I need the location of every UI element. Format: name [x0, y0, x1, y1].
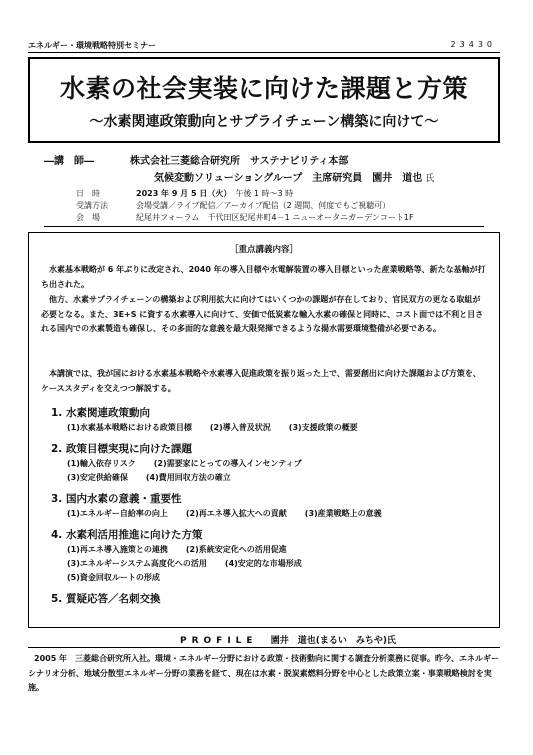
- page-title: 水素の社会実装に向けた課題と方策: [59, 74, 468, 103]
- page-subtitle: ～水素関連政策動向とサプライチェーン構築に向けて～: [89, 114, 439, 130]
- topic-item: [51, 405, 400, 435]
- topic-subitems: (5)資金回収ルートの形成: [67, 573, 160, 582]
- lecturer-position: [154, 169, 434, 184]
- seminar-code: 23430: [450, 40, 496, 49]
- topic-subitems: (1)水素基本戦略における政策目標 (2)導入普及状況 (3)支援政策の概要: [67, 423, 358, 432]
- content-heading: ［重点講義内容］: [229, 245, 298, 255]
- lecturer-honorific: 氏: [425, 174, 435, 184]
- topic-subitems: (1)エネルギー自給率の向上 (2)再エネ導入拡大への貢献 (3)産業戦略上の意義: [67, 509, 382, 518]
- info-rule: [44, 226, 484, 227]
- profile-header: [180, 633, 396, 646]
- topic-subitems: (3)安定供給確保 (4)費用回収方法の確立: [67, 473, 231, 482]
- profile-heading: PROFILE: [180, 636, 258, 646]
- topic-title: 4. 水素利活用推進に向けた方策: [51, 529, 203, 541]
- topic-list: [51, 405, 400, 607]
- info-row-date: [76, 188, 414, 200]
- info-row-method: [76, 200, 414, 212]
- topic-title: 3. 国内水素の意義・重要性: [51, 493, 182, 505]
- info-value: 2023 年 9 月 5 日（火） 午後 1 時～3 時: [136, 189, 294, 198]
- event-info: [76, 188, 414, 224]
- lecturer-organization: 株式会社三菱総合研究所 サステナビリティ本部: [130, 156, 349, 167]
- header-rule: [28, 52, 500, 53]
- topic-subitems: (3)エネルギーシステム高度化への活用 (4)安定的な市場形成: [67, 559, 302, 568]
- content-box: [28, 232, 500, 628]
- topic-title: 5. 質疑応答／名刺交換: [51, 593, 161, 605]
- info-key: 会 場: [76, 213, 100, 222]
- info-key: 受講方法: [76, 201, 108, 210]
- topic-item: [51, 527, 400, 585]
- title-box: [28, 57, 500, 143]
- topic-item: [51, 591, 400, 607]
- profile-text: 2005 年 三菱総合研究所入社。環境・エネルギー分野における政策・技術動向に関する調査分析業務に従事。昨今、エネルギーシナリオ分析、地域分散型エネルギー分野の業務を経て、現在は水素・脱炭素燃料分野を中心とした政策立案・事業戦略検討を実施。: [28, 654, 500, 692]
- topic-subitems: (1)輸入依存リスク (2)需要家にとっての導入インセンティブ: [67, 459, 302, 468]
- topic-subitems: (1)再エネ導入施策との連携 (2)系統安定化への活用促進: [67, 545, 287, 554]
- info-row-venue: [76, 212, 414, 224]
- topic-title: 1. 水素関連政策動向: [51, 407, 150, 419]
- intro-paragraph: 水素基本戦略が 6 年ぶりに改定され、2040 年の導入目標や水電解装置の導入目標といった産業戦略等、新たな基軸が打ち出された。: [41, 265, 486, 289]
- summary-paragraph: 本講演では、我が国における水素基本戦略や水素導入促進政策を振り返った上で、需要創出に向けた課題および方策を、ケーススタディを交えつつ解説する。: [41, 369, 481, 393]
- topic-item: [51, 441, 400, 485]
- profile-name: 園井 道也(まるい みちや)氏: [270, 636, 396, 646]
- seminar-series: エネルギー・環境戦略特別セミナー: [28, 41, 156, 50]
- issues-paragraph: 他方、水素サプライチェーンの構築および利用拡大に向けてはいくつかの課題が存在しており、官民双方の更なる取組が必要となる。また、3E+S に資する水素導入に向けて、安価で低炭素な輸入水素の確保と同時に、コスト面では不利と目される国内での水素製造も確保し、その多面的な意義を最大限発揮できるような揚水需要環境整備が必要である。: [41, 295, 484, 333]
- lecturer-name: 気候変動ソリューショングループ 主席研究員 園井 道也: [154, 173, 423, 184]
- info-value: 会場受講／ライブ配信／アーカイブ配信（2 週間、何度でもご視聴可）: [136, 201, 391, 210]
- profile-rule: [28, 647, 500, 648]
- info-value: 紀尾井フォーラム 千代田区紀尾井町4－1 ニューオータニガーデンコート1F: [136, 213, 414, 222]
- topic-item: [51, 491, 400, 521]
- topic-title: 2. 政策目標実現に向けた課題: [51, 443, 192, 455]
- info-key: 日 時: [76, 189, 100, 198]
- lecturer-label: ―講 師―: [44, 156, 94, 167]
